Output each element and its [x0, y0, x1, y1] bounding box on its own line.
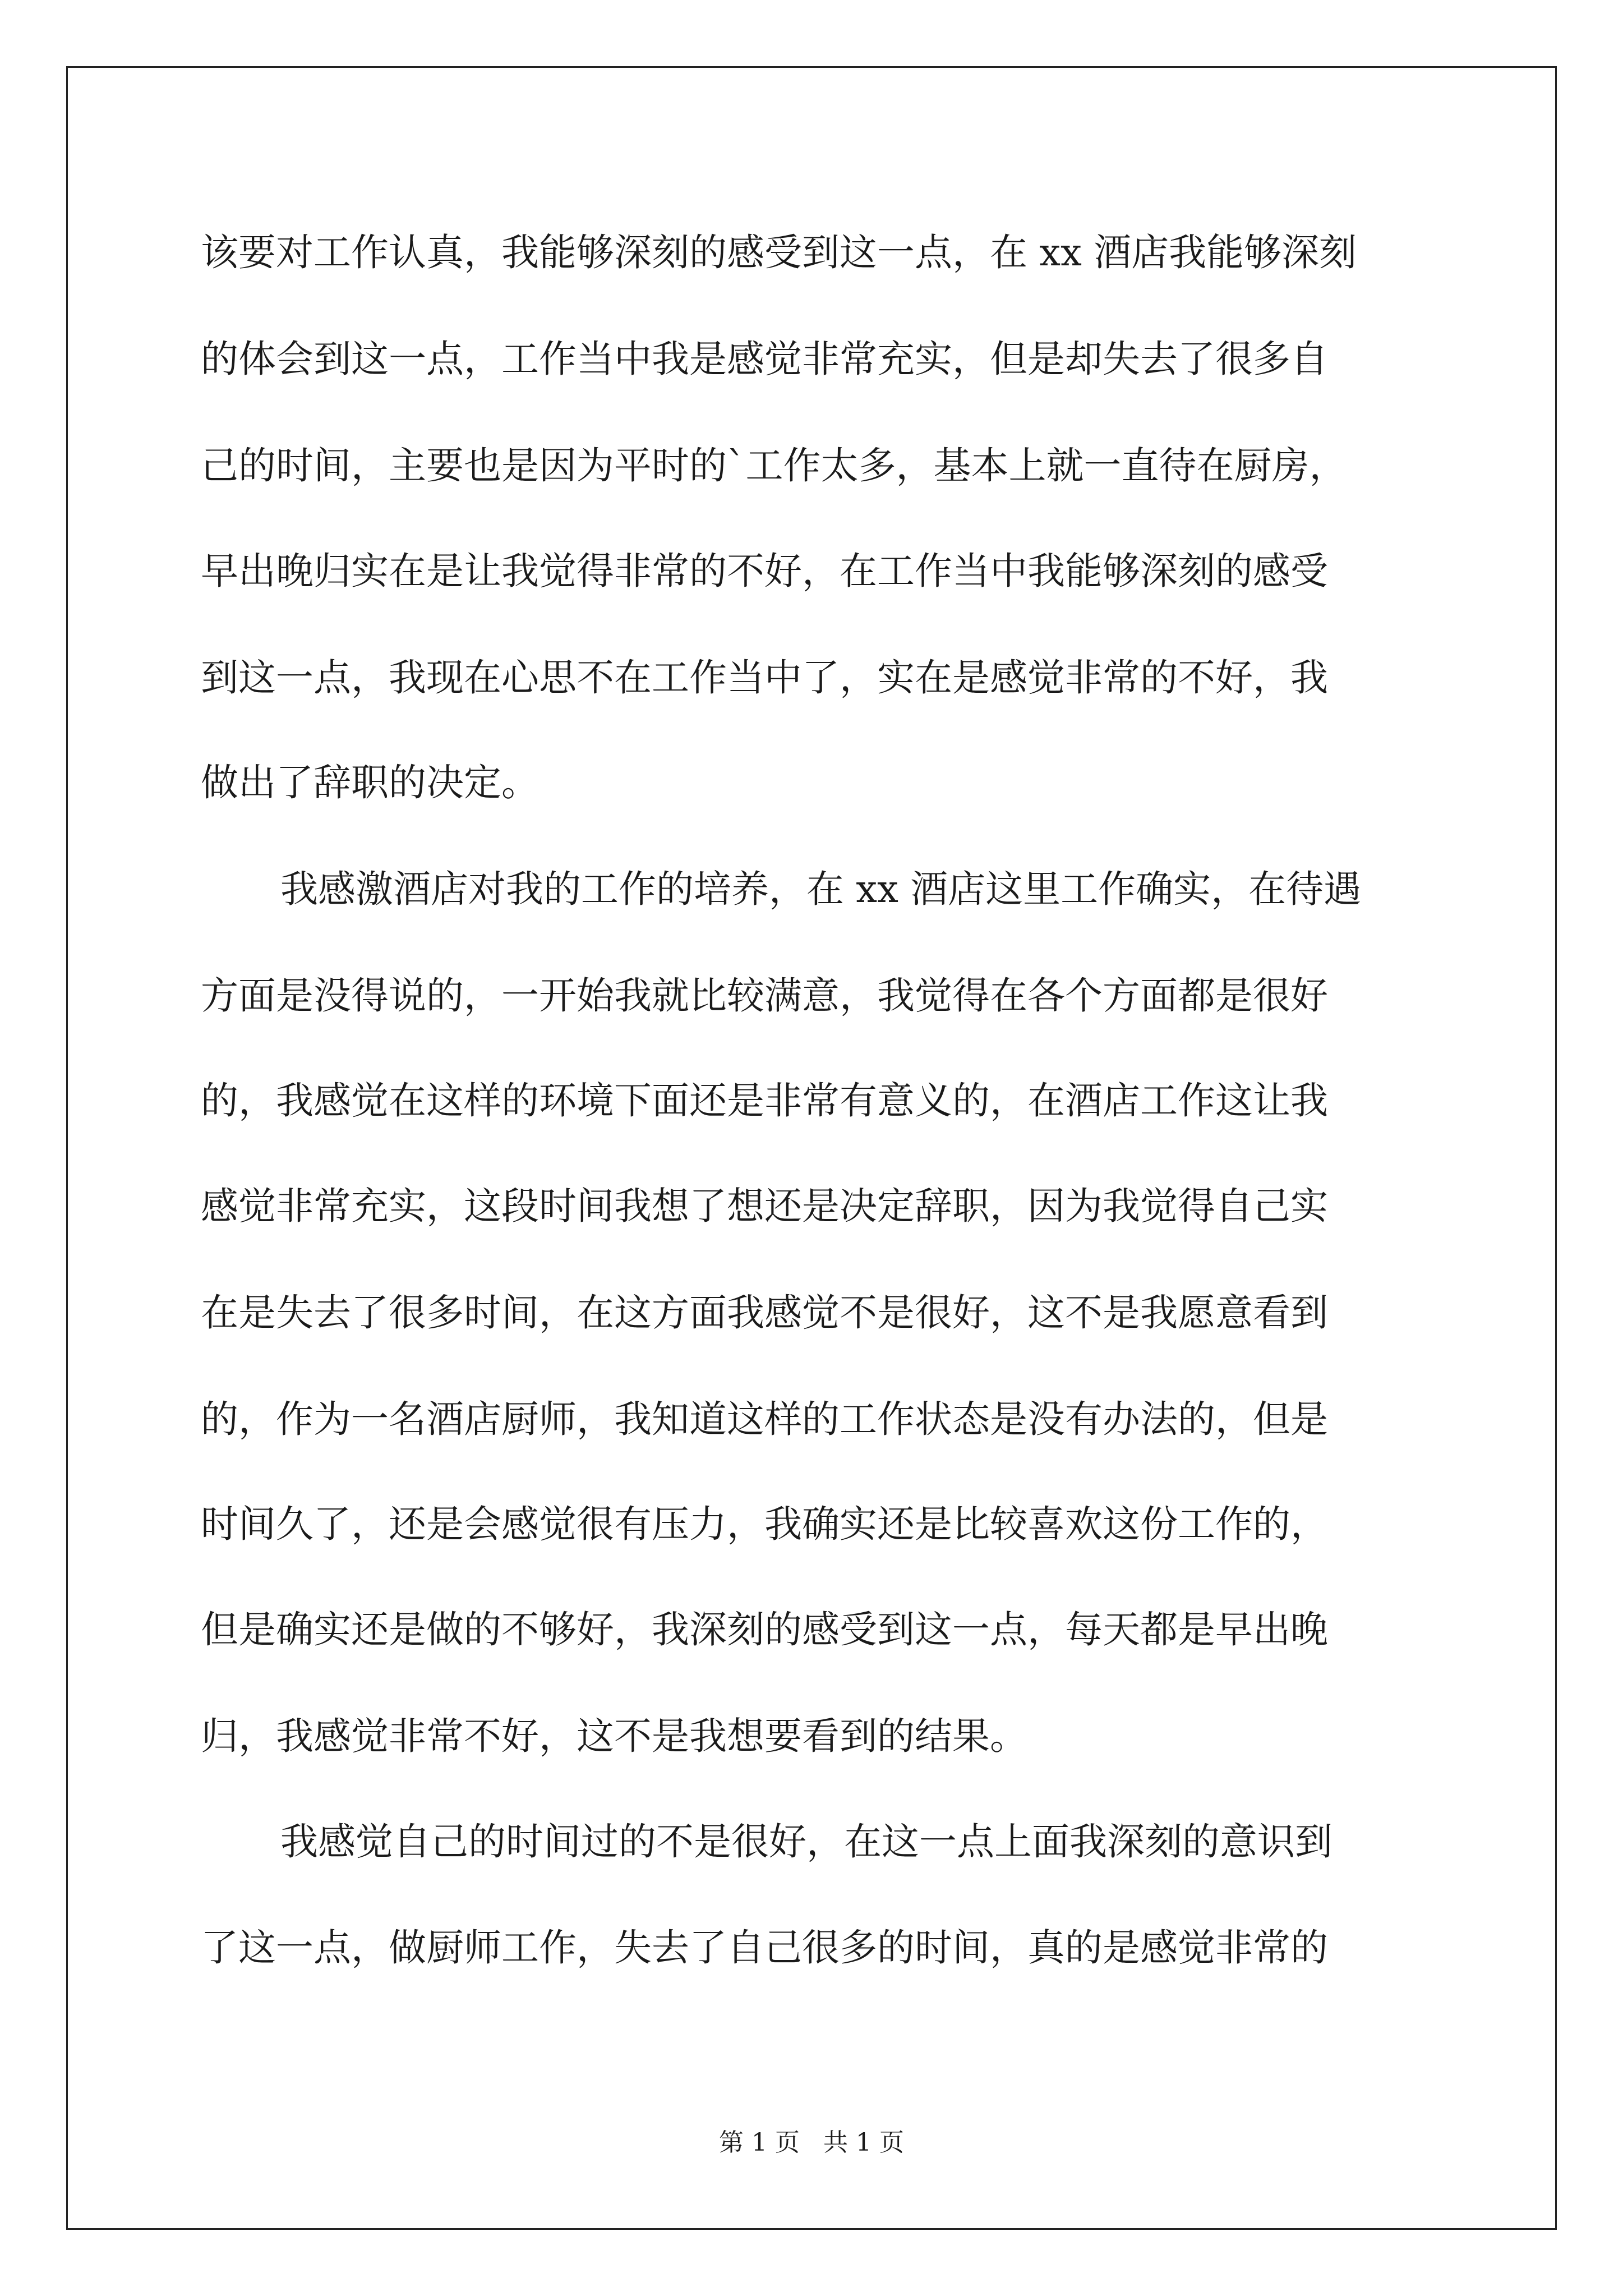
paragraph-first-line: 我感激酒店对我的工作的培养，在 xx 酒店这里工作确实，在待遇: [280, 867, 1362, 911]
paragraph-first-line: 我感觉自己的时间过的不是很好，在这一点上面我深刻的意识到: [280, 1820, 1332, 1864]
text-line: 做出了辞职的决定。: [201, 761, 539, 804]
text-line: 在是失去了很多时间，在这方面我感觉不是很好，这不是我愿意看到: [201, 1291, 1328, 1335]
text-line: 到这一点，我现在心思不在工作当中了，实在是感觉非常的不好，我: [201, 656, 1328, 700]
text-line: 的，作为一名酒店厨师，我知道这样的工作状态是没有办法的，但是: [201, 1397, 1328, 1441]
text-line: 时间久了，还是会感觉很有压力，我确实还是比较喜欢这份工作的，: [201, 1502, 1328, 1546]
page-footer: 第 1 页 共 1 页: [719, 2128, 904, 2157]
page-border: [66, 66, 1557, 2230]
text-line: 的体会到这一点，工作当中我是感觉非常充实，但是却失去了很多自: [201, 337, 1328, 381]
text-line: 方面是没得说的，一开始我就比较满意，我觉得在各个方面都是很好: [201, 974, 1328, 1018]
text-line: 归，我感觉非常不好，这不是我想要看到的结果。: [201, 1714, 1027, 1758]
text-line: 感觉非常充实，这段时间我想了想还是决定辞职，因为我觉得自己实: [201, 1184, 1328, 1228]
text-line: 该要对工作认真，我能够深刻的感受到这一点，在 xx 酒店我能够深刻: [201, 231, 1357, 274]
text-line: 了这一点，做厨师工作，失去了自己很多的时间，真的是感觉非常的: [201, 1926, 1328, 1970]
text-line: 己的时间，主要也是因为平时的`工作太多，基本上就一直待在厨房，: [201, 444, 1347, 487]
text-line: 早出晚归实在是让我觉得非常的不好，在工作当中我能够深刻的感受: [201, 549, 1328, 593]
text-line: 但是确实还是做的不够好，我深刻的感受到这一点，每天都是早出晚: [201, 1608, 1328, 1651]
text-line: 的，我感觉在这样的环境下面还是非常有意义的，在酒店工作这让我: [201, 1079, 1328, 1122]
